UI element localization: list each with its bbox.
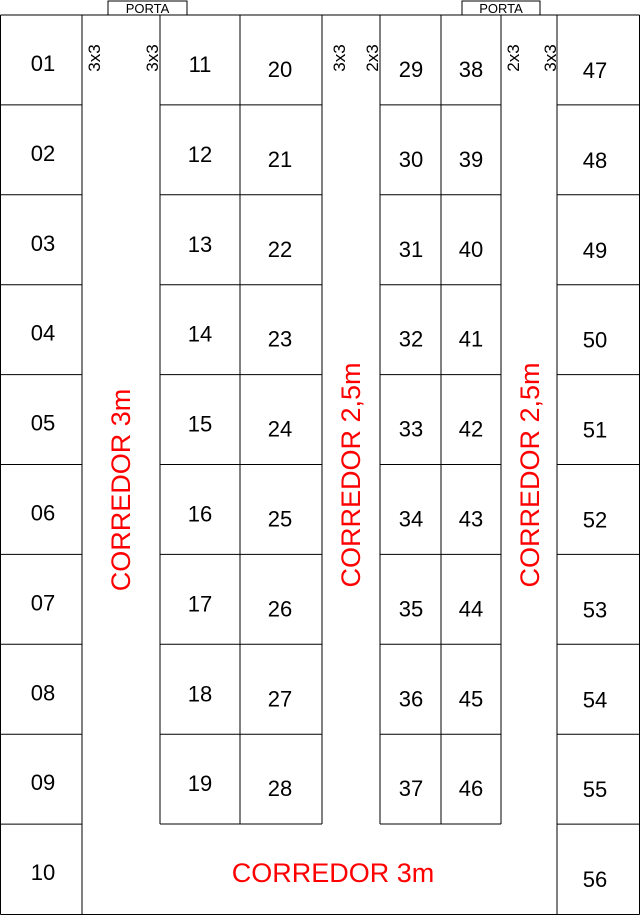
stall-number: 38: [458, 57, 484, 82]
door-right-label: PORTA: [479, 1, 523, 16]
stall-number: 30: [398, 146, 424, 172]
stall-number: 48: [582, 147, 608, 173]
stall-number: 01: [30, 51, 56, 76]
corridor-left-label: CORREDOR 3m: [106, 388, 136, 592]
dimension-label: 3x3: [330, 44, 349, 72]
stall-number: 14: [187, 321, 213, 347]
dimension-label: 3x3: [541, 44, 560, 72]
stall-number: 50: [582, 327, 608, 353]
stall-number: 04: [30, 320, 56, 346]
stall-number: 33: [398, 416, 424, 442]
stall-number: 03: [30, 230, 56, 256]
stall-number: 36: [398, 686, 424, 712]
dimension-label: 3x3: [85, 44, 104, 72]
stall-number: 56: [582, 867, 608, 893]
stall-number: 15: [187, 411, 213, 437]
stall-number: 11: [188, 52, 212, 77]
stall-number: 42: [458, 416, 484, 442]
stall-number: 08: [30, 680, 56, 706]
doors: [108, 1, 540, 16]
stall-number: 05: [30, 410, 56, 436]
stall-number: 31: [398, 236, 424, 262]
stall-number: 29: [398, 57, 424, 82]
stall-number: 17: [187, 591, 213, 617]
stall-number: 47: [582, 58, 608, 83]
stall-number: 13: [187, 231, 213, 257]
corridor-mid-label: CORREDOR 2,5m: [336, 362, 366, 588]
stall-number: 02: [30, 140, 56, 166]
stall-number: 18: [187, 681, 213, 707]
stall-number: 23: [267, 326, 293, 352]
stall-number: 25: [267, 506, 293, 532]
stall-number: 51: [582, 417, 608, 443]
dimension-label: 2x3: [504, 44, 523, 72]
stall-number: 55: [582, 777, 608, 803]
stall-number: 54: [582, 687, 608, 713]
dimension-label: 2x3: [363, 44, 382, 72]
stall-number: 53: [582, 597, 608, 623]
door-left-label: PORTA: [125, 1, 170, 16]
stall-number: 37: [398, 776, 424, 802]
stall-number: 10: [30, 860, 56, 886]
stall-number: 21: [267, 146, 293, 172]
stall-number: 32: [398, 326, 424, 352]
stall-number: 52: [582, 507, 608, 533]
stall-number: 46: [458, 776, 484, 802]
stall-number: 19: [187, 771, 213, 797]
stall-number: 43: [458, 506, 484, 532]
stall-number: 44: [458, 596, 484, 622]
stall-number: 39: [458, 146, 484, 172]
stall-number: 45: [458, 686, 484, 712]
stall-number: 28: [267, 776, 293, 802]
stall-number: 16: [187, 501, 213, 527]
stall-number: 40: [458, 236, 484, 262]
stall-number: 27: [267, 686, 293, 712]
corridor-right-label: CORREDOR 2,5m: [515, 362, 545, 588]
stall-number: 20: [267, 57, 293, 82]
stall-number: 12: [187, 141, 213, 167]
stall-number: 35: [398, 596, 424, 622]
stall-number: 49: [582, 237, 608, 263]
stall-number: 41: [458, 326, 484, 352]
stall-number: 22: [267, 236, 293, 262]
stall-number: 24: [267, 416, 293, 442]
stall-number: 26: [267, 596, 293, 622]
stall-number: 09: [30, 770, 56, 796]
stall-number: 34: [398, 506, 424, 532]
stall-number: 06: [30, 500, 56, 526]
corridor-bottom-label: CORREDOR 3m: [231, 858, 435, 888]
stall-number: 07: [30, 590, 56, 616]
dimension-label: 3x3: [143, 44, 162, 72]
